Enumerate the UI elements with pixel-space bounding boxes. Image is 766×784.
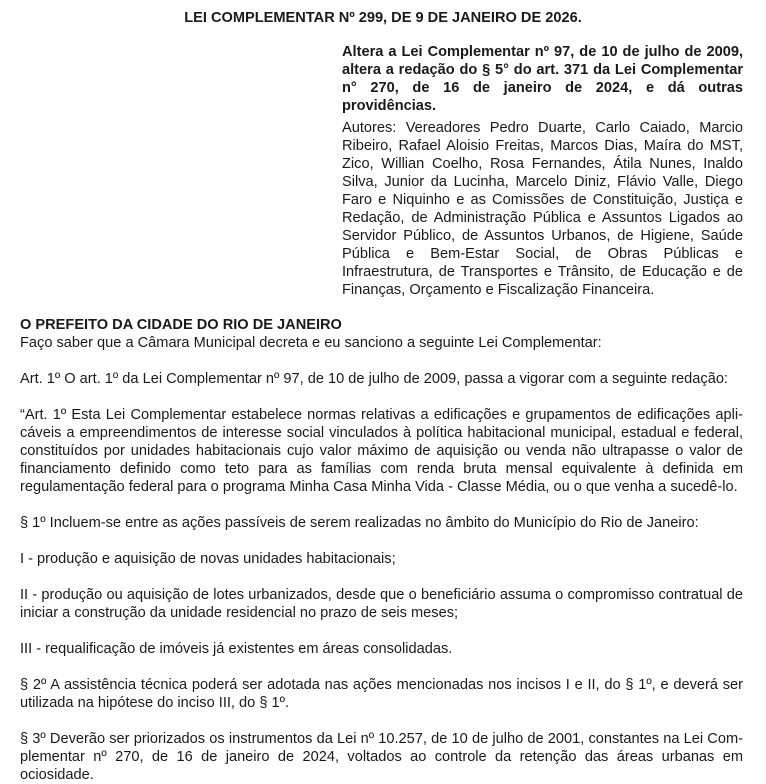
law-summary: Altera a Lei Complementar nº 97, de 10 de julho de 2009, altera a redação do § 5° do art. 371 da Lei Complementar n° 270, de 16 de janeiro de 2024, e dá outras providências. xyxy=(342,44,743,114)
paragraph-1: § 1º Incluem-se entre as ações passíveis de serem realizadas no âmbito do Município do Rio de Janeiro: xyxy=(20,515,699,531)
item-iii: III - requalificação de imóveis já existentes em áreas consolidadas. xyxy=(20,641,453,657)
mayor-heading: O PREFEITO DA CIDADE DO RIO DE JANEIRO xyxy=(20,317,342,333)
article-1-quoted-text: “Art. 1º Esta Lei Complementar estabelece normas relativas a edificações e grupamentos de edificações aplicáveis a empreendimentos de interesse social vinculados à política habitacional municipal, estadual e federal, constituídos por unidades habitacionais cujo valor máximo de aquisição ou venda não ultrapasse o valor de financiamento definido como teto para as famílias com renda bruta mensal equivalente à definida em regulamentação federal para o programa Minha Casa Minha Vida - Classe Média, ou o que venha a sucedê-lo. xyxy=(20,407,743,495)
article-1: Art. 1º O art. 1º da Lei Complementar nº 97, de 10 de julho de 2009, passa a vigorar com a seguinte redação: xyxy=(20,371,728,387)
paragraph-3: § 3º Deverão ser priorizados os instrumentos da Lei nº 10.257, de 10 de julho de 2001, constantes na Lei Complementar nº 270, de 16 de janeiro de 2024, voltados ao controle da retenção das áreas urbanas em ociosidade. xyxy=(20,731,743,783)
law-authors: Autores: Vereadores Pedro Duarte, Carlo Caiado, Marcio Ribeiro, Rafael Aloisio Freitas, Marcos Dias, Maíra do MST, Zico, Willian Coelho, Rosa Fernandes, Átila Nunes, Inaldo Silva, Junior da Lucinha, Marcelo Diniz, Flávio Valle, Diego Faro e Niquinho e as Comissões de Constituição, Justiça e Redação, de Administração Pública e Assuntos Ligados ao Servidor Público, de Assuntos Urbanos, de Higiene, Saúde Pública e Bem-Estar Social, de Obras Públicas e Infraestrutura, de Transportes e Trânsito, de Educação e de Finanças, Orçamento e Fiscalização Financeira. xyxy=(342,120,743,298)
item-i: I - produção e aquisição de novas unidades habitacionais; xyxy=(20,551,396,567)
law-body xyxy=(20,316,743,784)
law-title: LEI COMPLEMENTAR Nº 299, DE 9 DE JANEIRO DE 2026. xyxy=(184,10,582,26)
item-ii: II - produção ou aquisição de lotes urbanizados, desde que o beneficiário assuma o compromisso contratual de iniciar a construção da unidade residencial no prazo de seis meses; xyxy=(20,587,743,621)
paragraph-2: § 2º A assistência técnica poderá ser adotada nas ações mencionadas nos incisos I e II, do § 1º, e deverá ser utilizada na hipótese do inciso III, do § 1º. xyxy=(20,677,743,711)
enactment-intro: Faço saber que a Câmara Municipal decreta e eu sanciono a seguinte Lei Complementar: xyxy=(20,335,602,351)
